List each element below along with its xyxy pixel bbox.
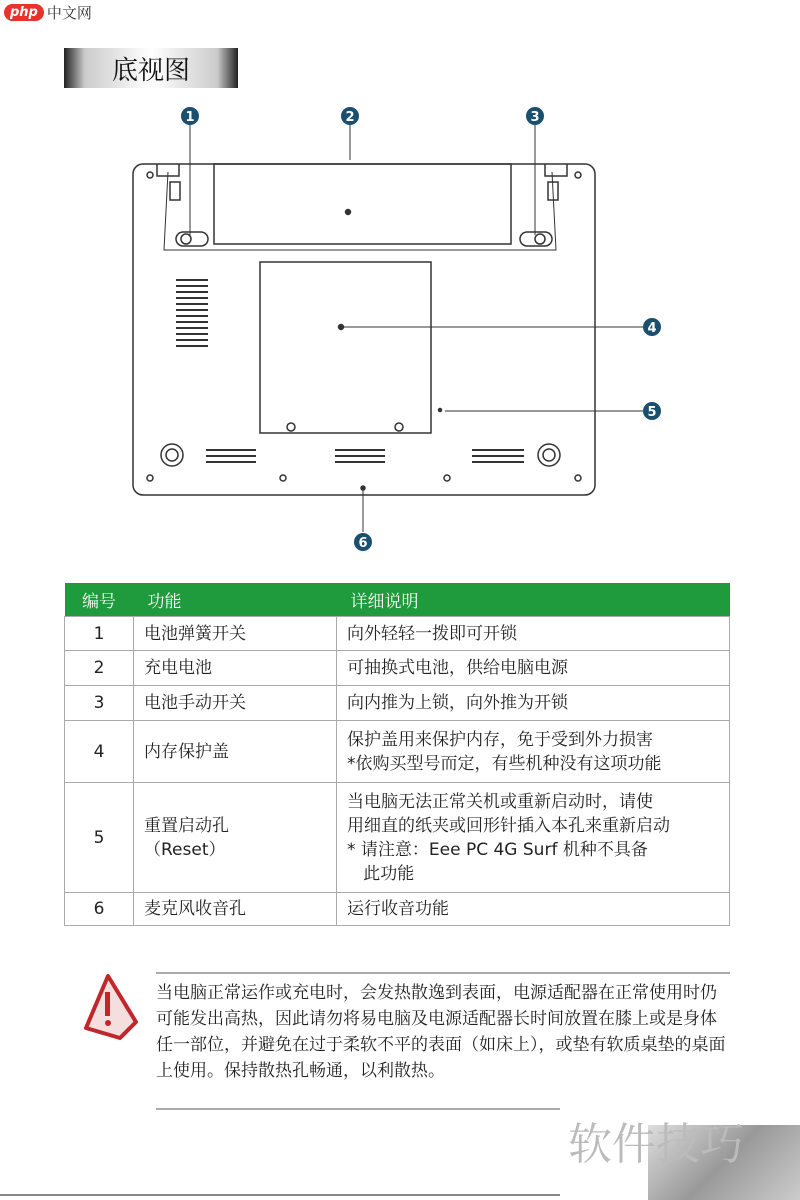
header-function: 功能 xyxy=(134,583,337,617)
description-line: * 请注意：Eee PC 4G Surf 机种不具备 xyxy=(347,839,648,860)
row-function: 重置启动孔 （Reset） xyxy=(134,783,337,893)
row-number: 6 xyxy=(65,893,134,926)
callout-5: 5 xyxy=(647,405,657,420)
row-function: 电池弹簧开关 xyxy=(134,617,337,651)
row-description xyxy=(337,721,730,783)
description-line: *依购买型号而定，有些机种没有这项功能 xyxy=(347,753,662,774)
description-line: 此功能 xyxy=(347,863,415,884)
description-line: 用细直的纸夹或回形针插入本孔来重新启动 xyxy=(347,815,670,836)
description-line: 当电脑无法正常关机或重新启动时，请使 xyxy=(347,791,653,812)
row-description xyxy=(337,893,730,926)
page-title: 底视图 xyxy=(64,48,238,88)
table-row xyxy=(65,617,730,651)
callout-3: 3 xyxy=(530,110,540,125)
callout-markers xyxy=(181,107,661,551)
description-line: 可抽换式电池，供给电脑电源 xyxy=(347,658,568,678)
description-line: 向外轻轻一拨即可开锁 xyxy=(347,623,517,644)
bottom-view-diagram xyxy=(0,100,800,560)
watermark: 软件技巧 xyxy=(568,1119,744,1170)
description-line: 向内推为上锁，向外推为开锁 xyxy=(347,693,568,713)
warning-text: 当电脑正常运作或充电时，会发热散逸到表面，电源适配器在正常使用时仍可能发出高热，因此请勿将易电脑及电源适配器长时间放置在膝上或是身体任一部位，并避免在过于柔软不平的表面（如床上），或垫有软质桌垫的桌面上使用。保持散热孔畅通，以利散热。 xyxy=(156,972,730,1084)
row-description xyxy=(337,617,730,651)
table-row xyxy=(65,721,730,783)
row-number: 3 xyxy=(65,686,134,721)
row-number: 4 xyxy=(65,721,134,783)
laptop-outline xyxy=(133,164,595,495)
row-function: 麦克风收音孔 xyxy=(134,893,337,926)
description-line: 保护盖用来保护内存，免于受到外力损害 xyxy=(347,729,653,750)
header-number: 编号 xyxy=(65,583,134,617)
site-logo[interactable] xyxy=(4,2,92,23)
warning-icon xyxy=(80,972,140,1046)
callout-6: 6 xyxy=(358,536,368,551)
description-line: 运行收音功能 xyxy=(347,899,449,919)
logo-php: php xyxy=(4,4,44,21)
parts-table xyxy=(64,583,730,926)
row-number: 1 xyxy=(65,617,134,651)
row-description xyxy=(337,783,730,893)
callout-4: 4 xyxy=(647,321,657,336)
row-description xyxy=(337,651,730,686)
divider xyxy=(156,1108,560,1110)
callout-2: 2 xyxy=(345,110,355,125)
row-function: 内存保护盖 xyxy=(134,721,337,783)
table-row xyxy=(65,783,730,893)
row-function: 电池手动开关 xyxy=(134,686,337,721)
row-number: 2 xyxy=(65,651,134,686)
row-function: 充电电池 xyxy=(134,651,337,686)
table-row xyxy=(65,893,730,926)
logo-site: 中文网 xyxy=(46,4,92,22)
table-row xyxy=(65,651,730,686)
header-description: 详细说明 xyxy=(337,583,730,617)
row-number: 5 xyxy=(65,783,134,893)
footer-divider xyxy=(0,1194,560,1196)
row-description xyxy=(337,686,730,721)
table-row xyxy=(65,686,730,721)
callout-1: 1 xyxy=(185,110,195,125)
